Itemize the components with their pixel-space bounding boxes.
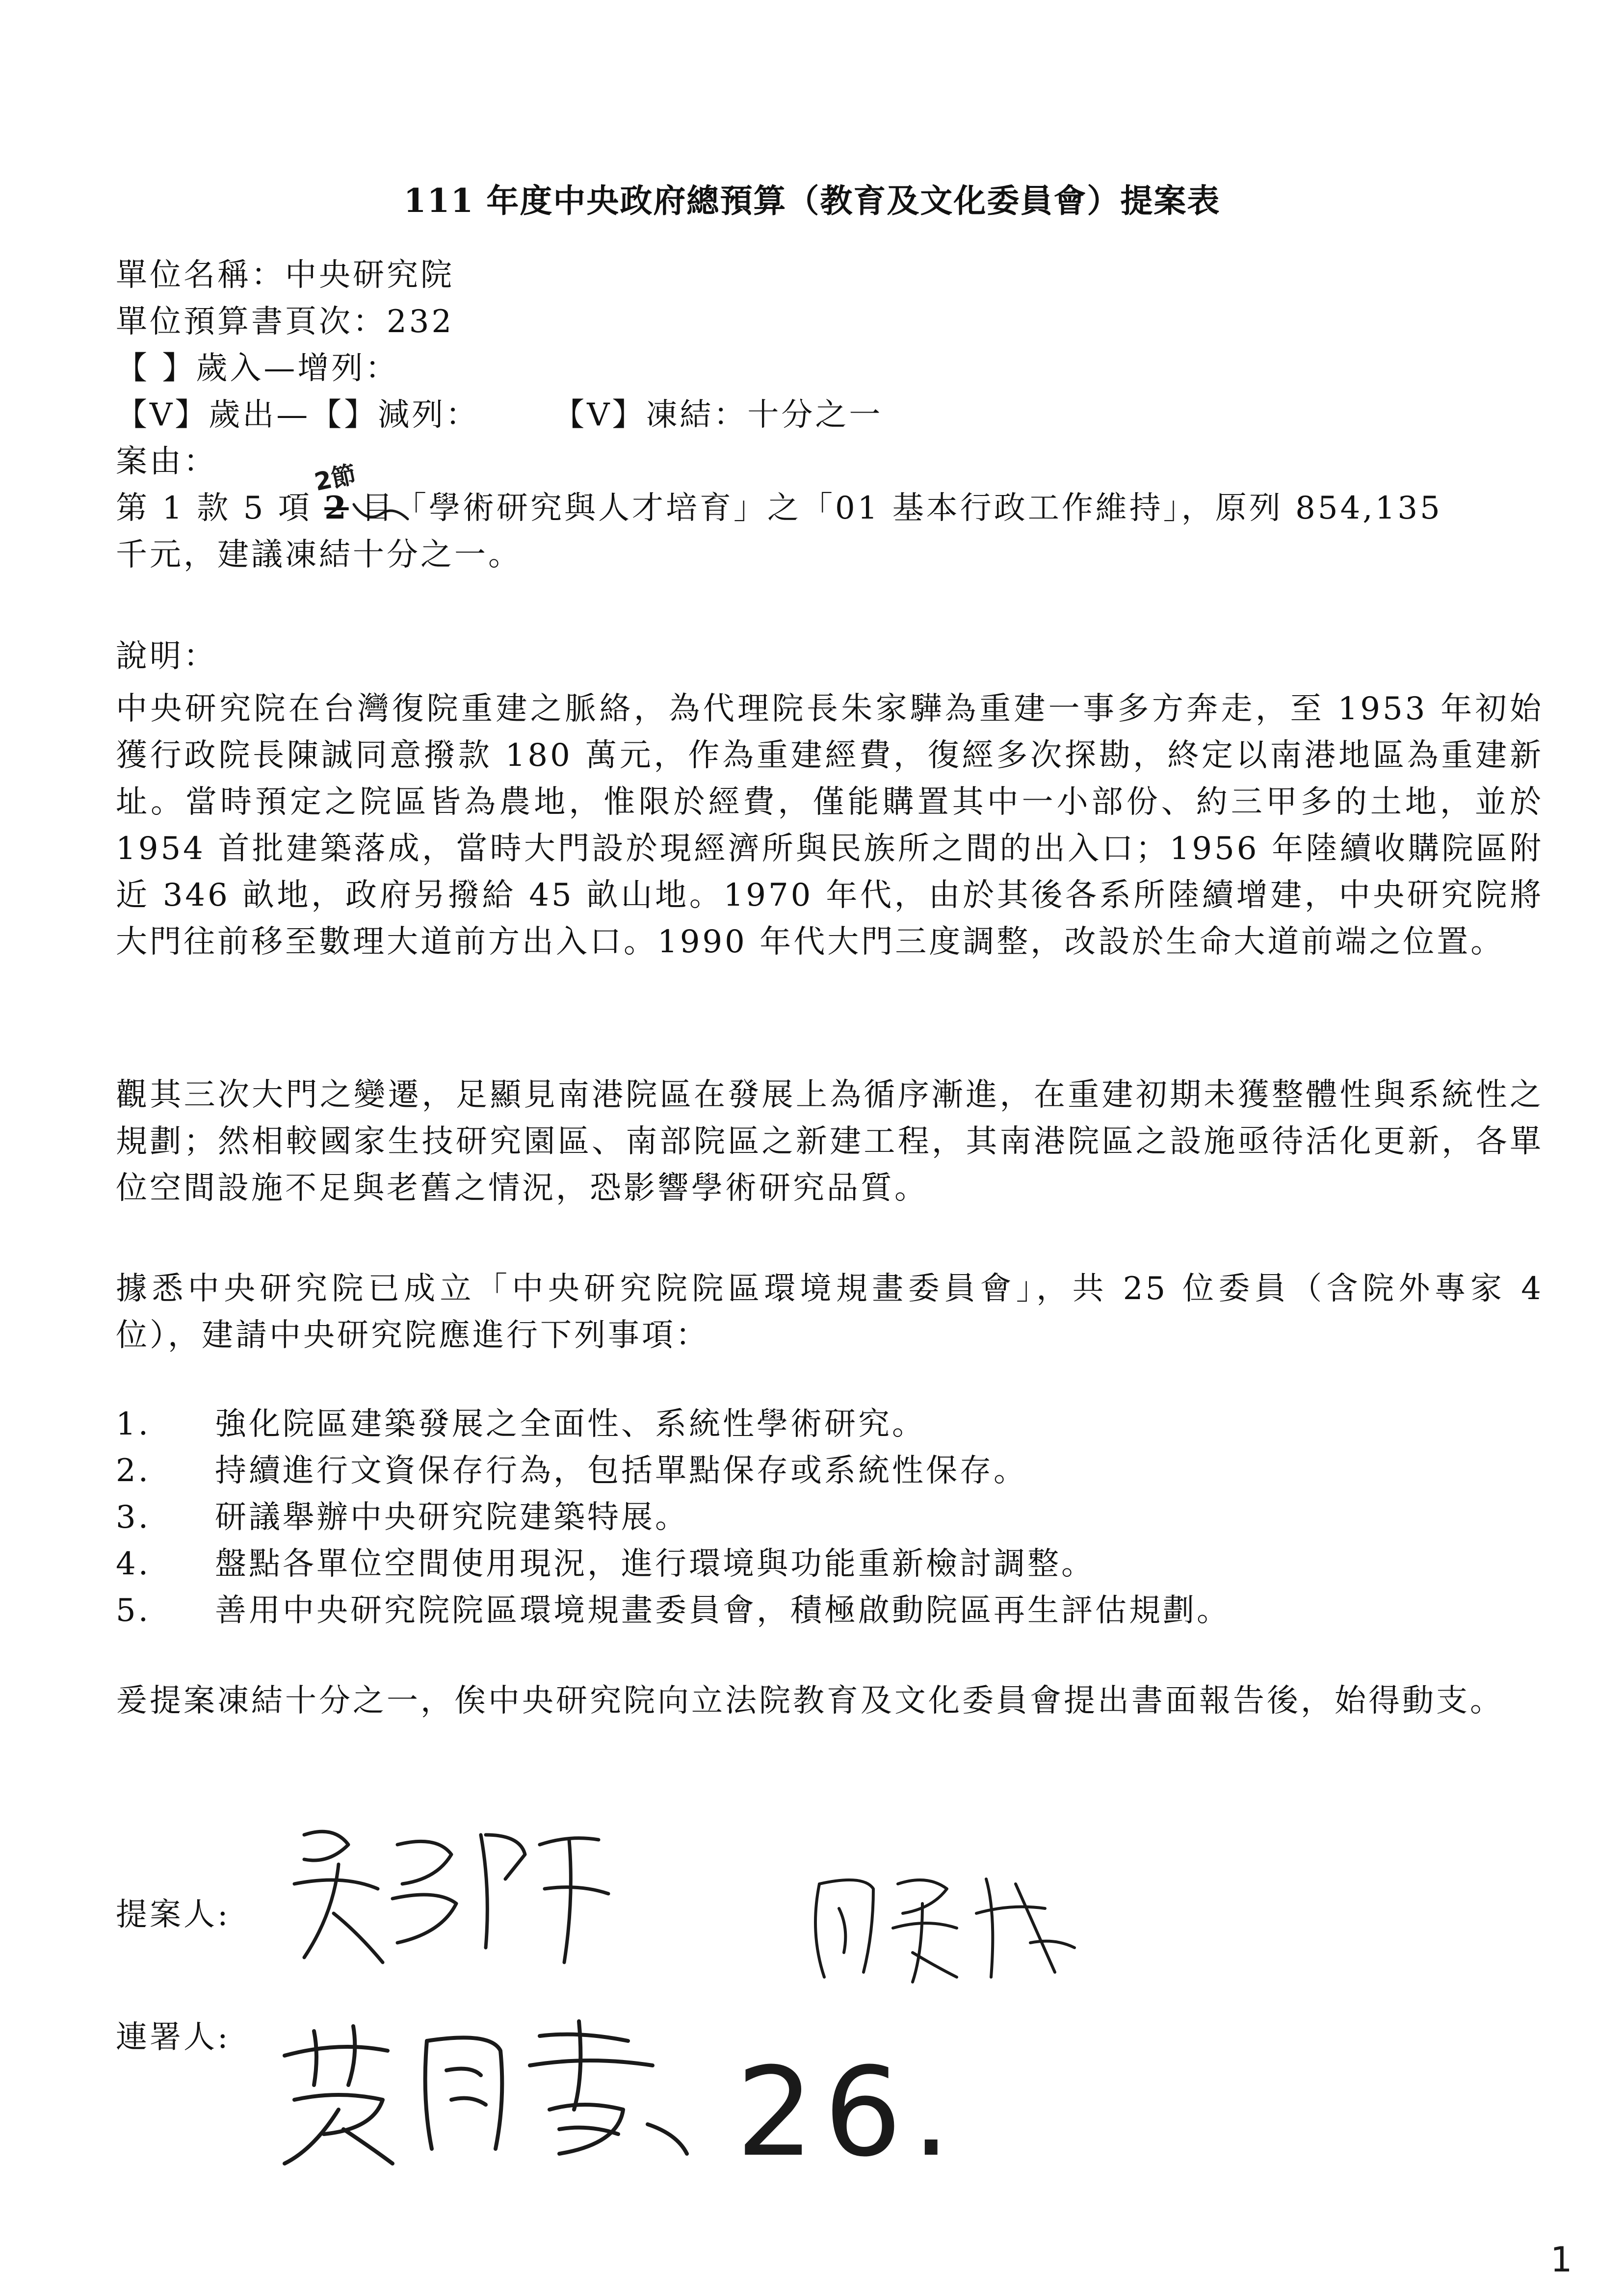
explanation-paragraph-1: 中央研究院在台灣復院重建之脈絡，為代理院長朱家驊為重建一事多方奔走，至 1953 年初始獲行政院長陳誠同意撥款 180 萬元，作為重建經費，復經多次探勘，終定以南港地區為重建新址。當時預定之院區皆為農地，惟限於經費，僅能購置其中一小部份、約三甲多的土地，並於 1954 首批建築落成，當時大門設於現經濟所與民族所之間的出入口；1956 年陸續收購院區附近 346 畝地，政府另撥給 45 畝山地。1970 年代，由於其後各系所陸續增建，中央研究院將大門往前移至數理大道前方出入口。1990 年代大門三度調整，改設於生命大道前端之位置。 (116, 691, 1544, 960)
proposer-signature-1 (275, 1815, 628, 1972)
list-item: 2. 持續進行文資保存行為，包括單點保存或系統性保存。 (116, 1453, 1027, 1489)
list-item: 1. 強化院區建築發展之全面性、系統性學術研究。 (116, 1406, 926, 1442)
list-item: 4. 盤點各單位空間使用現況，進行環境與功能重新檢討調整。 (116, 1546, 1095, 1582)
action-items-list (116, 1401, 1563, 1634)
struck-number: 2 (324, 490, 349, 526)
cosigner-signature (265, 2002, 707, 2178)
expenditure-freeze-line (116, 396, 883, 434)
explanation-paragraph-2: 觀其三次大門之變遷，足顯見南港院區在發展上為循序漸進，在重建初期未獲整體性與系統性之規劃；然相較國家生技研究園區、南部院區之新建工程，其南港院區之設施亟待活化更新，各單位空間設施不足與老舊之情況，恐影響學術研究品質。 (116, 1077, 1544, 1206)
budget-page-line (116, 303, 454, 341)
handwritten-cosigner-count: 26. (736, 2041, 961, 2184)
list-item: 3. 研議舉辦中央研究院建築特展。 (116, 1499, 689, 1536)
handwritten-insertion: 2節 (312, 460, 359, 497)
unit-name-line (116, 257, 454, 294)
revenue-line: 【 】歲入—增列： (116, 350, 399, 387)
cosigner-label: 連署人: (116, 2019, 231, 2056)
conclusion-paragraph: 爰提案凍結十分之一，俟中央研究院向立法院教育及文化委員會提出書面報告後，始得動支。 (116, 1683, 1504, 1719)
document-title: 111 年度中央政府總預算（教育及文化委員會）提案表 (403, 182, 1221, 220)
reason-line-1: 第 1 款 5 項 2 目「學術研究與人才培育」之「01 基本行政工作維持」，原列 854,135 (116, 490, 1442, 526)
explanation-paragraph-3: 據悉中央研究院已成立「中央研究院院區環境規畫委員會」，共 25 位委員（含院外專家 4 位），建請中央研究院應進行下列事項： (116, 1271, 1544, 1354)
reason-label: 案由： (116, 444, 217, 480)
unit-name-label: 單位名稱： (116, 257, 285, 293)
reason-line-2: 千元，建議凍結十分之一。 (116, 537, 522, 573)
proposer-label: 提案人: (116, 1897, 231, 1933)
budget-page-label: 單位預算書頁次： (116, 304, 387, 340)
list-item: 5. 善用中央研究院院區環境規畫委員會，積極啟動院區再生評估規劃。 (116, 1592, 1231, 1629)
unit-name-value: 中央研究院 (285, 257, 454, 293)
budget-page-value: 232 (387, 304, 454, 340)
expenditure-option: 【V】歲出—【】減列： (116, 397, 480, 433)
proposer-signature-2 (800, 1854, 1084, 1992)
page-number: 1 (1550, 2240, 1572, 2280)
freeze-option: 【V】凍結：十分之一 (553, 397, 883, 433)
explanation-label: 說明： (116, 638, 217, 675)
